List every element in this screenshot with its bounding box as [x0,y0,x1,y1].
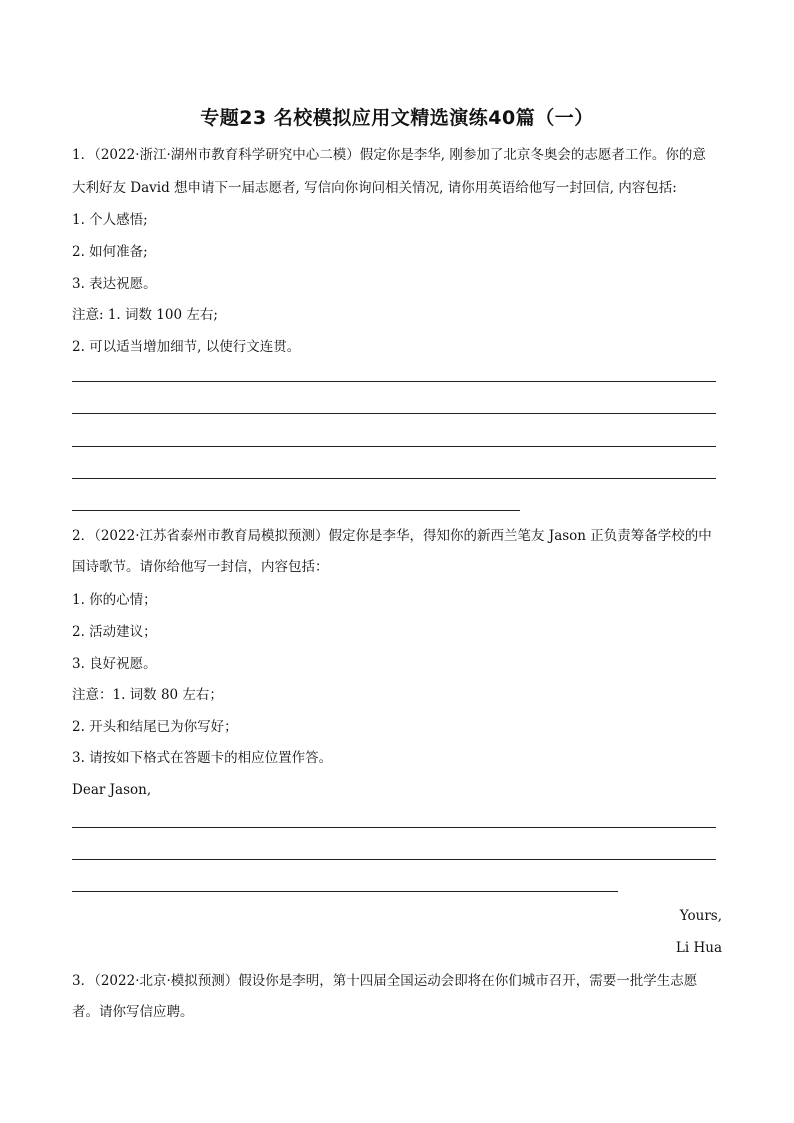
q1-answer-line [72,413,716,414]
q2-item-1: 1. 你的心情； [72,592,157,608]
q2-signature: Li Hua [675,940,722,956]
q2-note-3: 3. 请按如下格式在答题卡的相应位置作答。 [72,750,333,766]
q2-answer-line [72,827,716,828]
q2-answer-line [72,859,716,860]
q1-item-2: 2. 如何准备; [72,244,148,260]
q2-prompt-line-1: 2．（2022·江苏省泰州市教育局模拟预测）假定你是李华，得知你的新西兰笔友 Jason 正负责筹备学校的中 [72,528,712,544]
q1-item-1: 1. 个人感悟; [72,212,148,228]
q2-item-2: 2. 活动建议； [72,624,157,640]
q2-note-2: 2. 开头和结尾已为你写好； [72,719,238,735]
q1-answer-line [72,478,716,479]
q1-note-2: 2. 可以适当增加细节, 以使行文连贯。 [72,339,301,355]
q2-answer-line [72,891,618,892]
q2-greeting: Dear Jason, [72,782,152,798]
q1-item-3: 3. 表达祝愿。 [72,276,157,292]
q1-answer-line [72,381,716,382]
page-title: 专题23 名校模拟应用文精选演练40篇（一） [200,107,594,129]
q2-closing: Yours, [679,908,722,924]
q3-prompt-line-2: 者。请你写信应聘。 [72,1004,194,1020]
q1-answer-line [72,446,716,447]
q1-prompt-line-2: 大利好友 David 想申请下一届志愿者, 写信向你询问相关情况, 请你用英语给他写一封回信, 内容包括: [72,180,677,196]
q2-note-1: 注意：1. 词数 80 左右； [72,687,223,703]
q1-note-1: 注意: 1. 词数 100 左右; [72,307,218,323]
q3-prompt-line-1: 3．（2022·北京·模拟预测）假设你是李明，第十四届全国运动会即将在你们城市召开，需要一批学生志愿 [72,973,698,989]
q1-answer-line [72,510,520,511]
q2-item-3: 3. 良好祝愿。 [72,656,157,672]
q2-prompt-line-2: 国诗歌节。请你给他写一封信，内容包括： [72,559,329,575]
q1-prompt-line-1: 1．（2022·浙江·湖州市教育科学研究中心二模）假定你是李华, 刚参加了北京冬奥会的志愿者工作。你的意 [72,147,706,163]
